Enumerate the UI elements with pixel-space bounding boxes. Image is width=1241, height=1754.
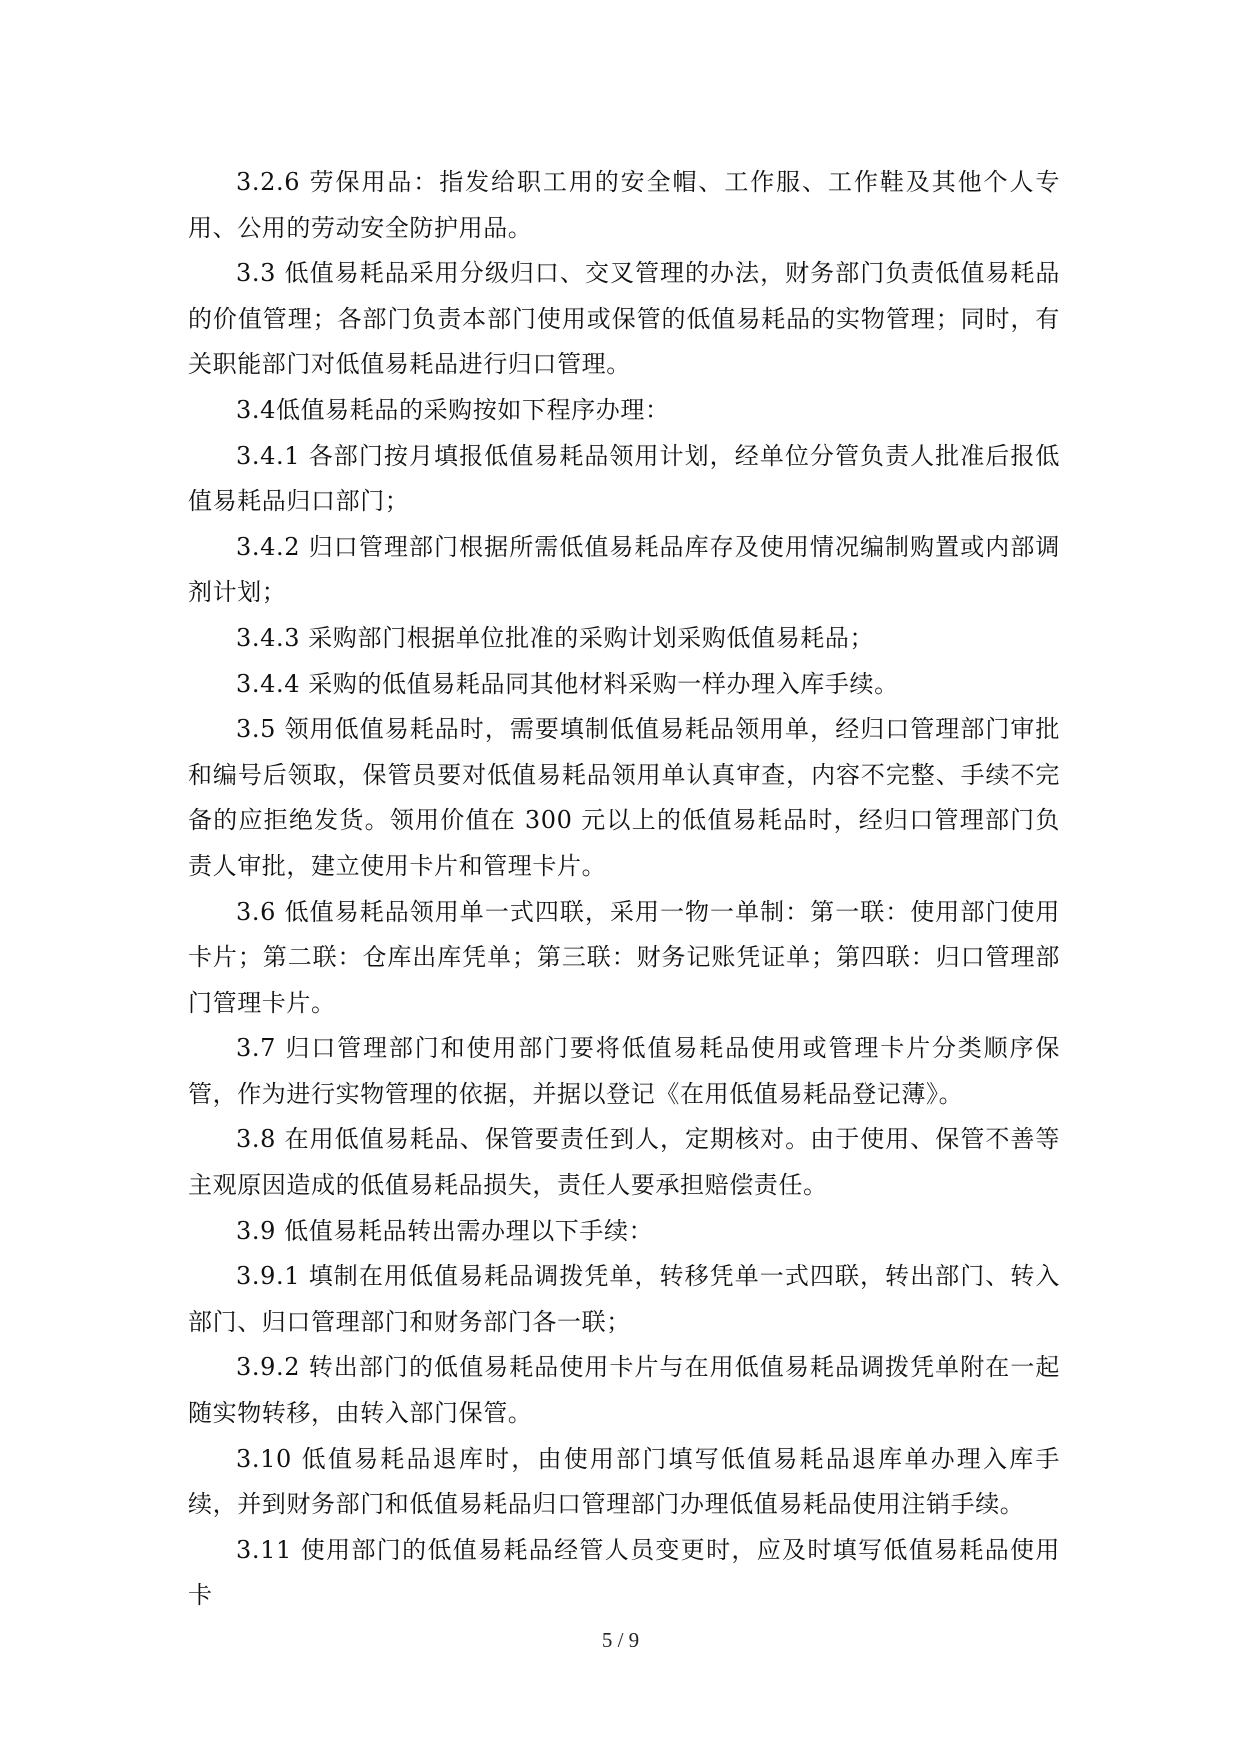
paragraph-3-2-6: 3.2.6 劳保用品：指发给职工用的安全帽、工作服、工作鞋及其他个人专用、公用的劳动安全防护用品。 <box>188 168 1060 242</box>
paragraph-3-5: 3.5 领用低值易耗品时，需要填制低值易耗品领用单，经归口管理部门审批和编号后领取，保管员要对低值易耗品领用单认真审查，内容不完整、手续不完备的应拒绝发货。领用价值在 300 元以上的低值易耗品时，经归口管理部门负责人审批，建立使用卡片和管理卡片。 <box>188 715 1060 880</box>
paragraph-3-4-2: 3.4.2 归口管理部门根据所需低值易耗品库存及使用情况编制购置或内部调剂计划； <box>188 532 1060 607</box>
paragraph-3-10: 3.10 低值易耗品退库时，由使用部门填写低值易耗品退库单办理入库手续，并到财务部门和低值易耗品归口管理部门办理低值易耗品使用注销手续。 <box>188 1444 1060 1519</box>
paragraph-3-4-1: 3.4.1 各部门按月填报低值易耗品领用计划，经单位分管负责人批准后报低值易耗品归口部门； <box>188 441 1060 516</box>
paragraph-3-4: 3.4低值易耗品的采购按如下程序办理： <box>236 395 670 424</box>
document-body <box>188 160 1060 1619</box>
paragraph-3-4-4: 3.4.4 采购的低值易耗品同其他材料采购一样办理入库手续。 <box>236 669 899 698</box>
paragraph-3-9-1: 3.9.1 填制在用低值易耗品调拨凭单，转移凭单一式四联，转出部门、转入部门、归口管理部门和财务部门各一联； <box>188 1262 1060 1336</box>
paragraph-3-6: 3.6 低值易耗品领用单一式四联，采用一物一单制：第一联：使用部门使用卡片；第二联：仓库出库凭单；第三联：财务记账凭证单；第四联：归口管理部门管理卡片。 <box>188 897 1060 1017</box>
paragraph-3-9-2: 3.9.2 转出部门的低值易耗品使用卡片与在用低值易耗品调拨凭单附在一起随实物转移，由转入部门保管。 <box>188 1353 1060 1428</box>
paragraph-3-4-3: 3.4.3 采购部门根据单位批准的采购计划采购低值易耗品； <box>236 623 875 652</box>
paragraph-3-9: 3.9 低值易耗品转出需办理以下手续： <box>236 1216 654 1245</box>
paragraph-3-3: 3.3 低值易耗品采用分级归口、交叉管理的办法，财务部门负责低值易耗品的价值管理；各部门负责本部门使用或保管的低值易耗品的实物管理；同时，有关职能部门对低值易耗品进行归口管理。 <box>188 259 1060 379</box>
paragraph-3-8: 3.8 在用低值易耗品、保管要责任到人，定期核对。由于使用、保管不善等主观原因造成的低值易耗品损失，责任人要承担赔偿责任。 <box>188 1125 1060 1200</box>
page-number: 5 / 9 <box>601 1628 640 1652</box>
paragraph-3-7: 3.7 归口管理部门和使用部门要将低值易耗品使用或管理卡片分类顺序保管，作为进行实物管理的依据，并据以登记《在用低值易耗品登记薄》。 <box>188 1034 1060 1108</box>
paragraph-3-11: 3.11 使用部门的低值易耗品经管人员变更时，应及时填写低值易耗品使用卡 <box>188 1535 1060 1610</box>
